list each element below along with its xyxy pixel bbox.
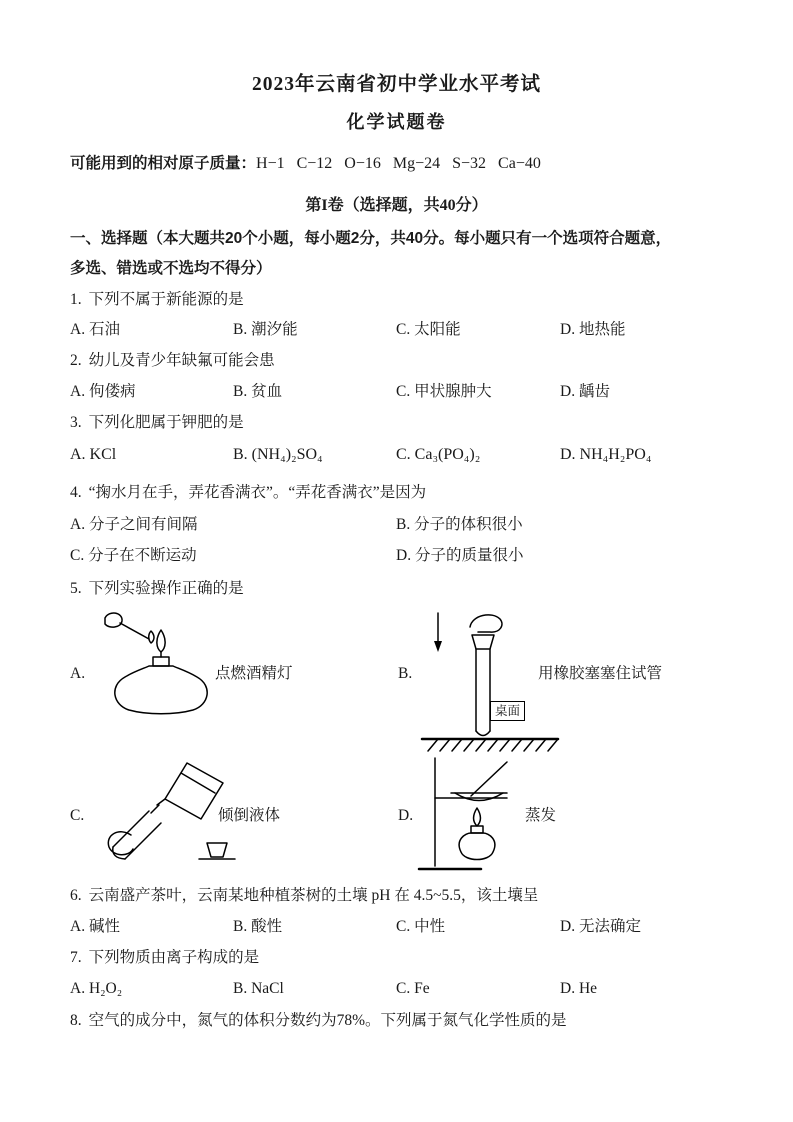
- page-subtitle: 化学试题卷: [346, 112, 447, 132]
- question-4-option-d: D. 分子的质量很小: [396, 547, 524, 564]
- question-6-number: 6.: [70, 887, 82, 904]
- question-2-option-b: B. 贫血: [233, 383, 283, 400]
- question-6-option-b: B. 酸性: [233, 918, 283, 935]
- question-3-stem: [70, 412, 730, 434]
- question-7-option-a: A. H₂O₂: [70, 980, 123, 997]
- question-5-option-b-letter: B.: [398, 665, 413, 682]
- question-8-stem: [70, 1010, 730, 1032]
- question-7-stem: [70, 947, 730, 969]
- question-1-text: 下列不属于新能源的是: [88, 291, 244, 308]
- question-6-option-a: A. 碱性: [70, 918, 120, 935]
- question-3-option-a: A. KCl: [70, 446, 117, 463]
- question-7-text: 下列物质由离子构成的是: [88, 949, 260, 966]
- question-5-option-d-caption: 蒸发: [525, 807, 557, 824]
- lighting-alcohol-lamp-icon: [95, 610, 225, 715]
- question-6-option-d: D. 无法确定: [560, 918, 641, 935]
- question-8-text: 空气的成分中，氮气的体积分数约为78%。下列属于氮气化学性质的是: [88, 1012, 567, 1029]
- question-5-option-c-caption: 倾倒液体: [218, 807, 281, 824]
- question-8-number: 8.: [70, 1012, 82, 1029]
- question-4-number: 4.: [70, 484, 82, 501]
- evaporation-setup-icon: [415, 752, 525, 877]
- section-instructions-line1: 一、选择题（本大题共20个小题，每小题2分，共40分。每小题只有一个选项符合题意，: [70, 230, 672, 247]
- question-1-option-a: A. 石油: [70, 321, 120, 338]
- question-2-option-c: C. 甲状腺肿大: [396, 383, 492, 400]
- question-5-number: 5.: [70, 580, 82, 597]
- question-1-stem: [70, 289, 730, 311]
- question-5-option-a-caption: 点燃酒精灯: [215, 665, 293, 682]
- question-2-stem: [70, 350, 730, 372]
- question-7-number: 7.: [70, 949, 82, 966]
- atomic-masses-label: 可能用到的相对原子质量：: [70, 155, 257, 172]
- question-6-option-c: C. 中性: [396, 918, 446, 935]
- question-5-option-d-letter: D.: [398, 807, 414, 824]
- question-1-number: 1.: [70, 291, 82, 308]
- question-7-option-b: B. NaCl: [233, 980, 284, 997]
- question-5-stem: [70, 578, 730, 600]
- question-6-text: 云南盛产茶叶，云南某地种植茶树的土壤 pH 在 4.5~5.5，该土壤呈: [88, 887, 539, 904]
- question-1-option-c: C. 太阳能: [396, 321, 461, 338]
- question-4-text: “掬水月在手，弄花香满衣”。“弄花香满衣”是因为: [88, 484, 427, 501]
- desk-label: 桌面: [490, 701, 525, 721]
- question-5-text: 下列实验操作正确的是: [88, 580, 244, 597]
- question-7-option-d: D. He: [560, 980, 598, 997]
- question-4-option-c: C. 分子在不断运动: [70, 547, 197, 564]
- question-4-stem: [70, 482, 730, 504]
- question-2-option-d: D. 龋齿: [560, 383, 610, 400]
- question-1-option-b: B. 潮汐能: [233, 321, 298, 338]
- question-4-option-b: B. 分子的体积很小: [396, 516, 523, 533]
- page-title: 2023年云南省初中学业水平考试: [251, 74, 541, 95]
- question-4-option-a: A. 分子之间有间隔: [70, 516, 198, 533]
- question-2-text: 幼儿及青少年缺氟可能会患: [88, 352, 275, 369]
- question-5-option-b-caption: 用橡胶塞塞住试管: [538, 665, 663, 682]
- question-5-option-c-letter: C.: [70, 807, 85, 824]
- question-6-stem: [70, 885, 730, 907]
- question-2-number: 2.: [70, 352, 82, 369]
- question-3-text: 下列化肥属于钾肥的是: [88, 414, 244, 431]
- question-3-option-d: D. NH₄H₂PO₄: [560, 446, 652, 463]
- question-2-option-a: A. 佝偻病: [70, 383, 136, 400]
- question-3-number: 3.: [70, 414, 82, 431]
- question-3-option-b: B. (NH₄)₂SO₄: [233, 446, 323, 463]
- part1-title: 第I卷（选择题，共40分）: [305, 197, 488, 214]
- atomic-masses-values: H−1 C−12 O−16 Mg−24 S−32 Ca−40: [256, 155, 541, 172]
- atomic-masses-line: [70, 153, 730, 175]
- section-instructions-line2: 多选、错选或不选均不得分）: [70, 260, 272, 277]
- question-5-option-a-letter: A.: [70, 665, 86, 682]
- question-1-option-d: D. 地热能: [560, 321, 626, 338]
- question-7-option-c: C. Fe: [396, 980, 430, 997]
- question-3-option-c: C. Ca₃(PO₄)₂: [396, 446, 481, 463]
